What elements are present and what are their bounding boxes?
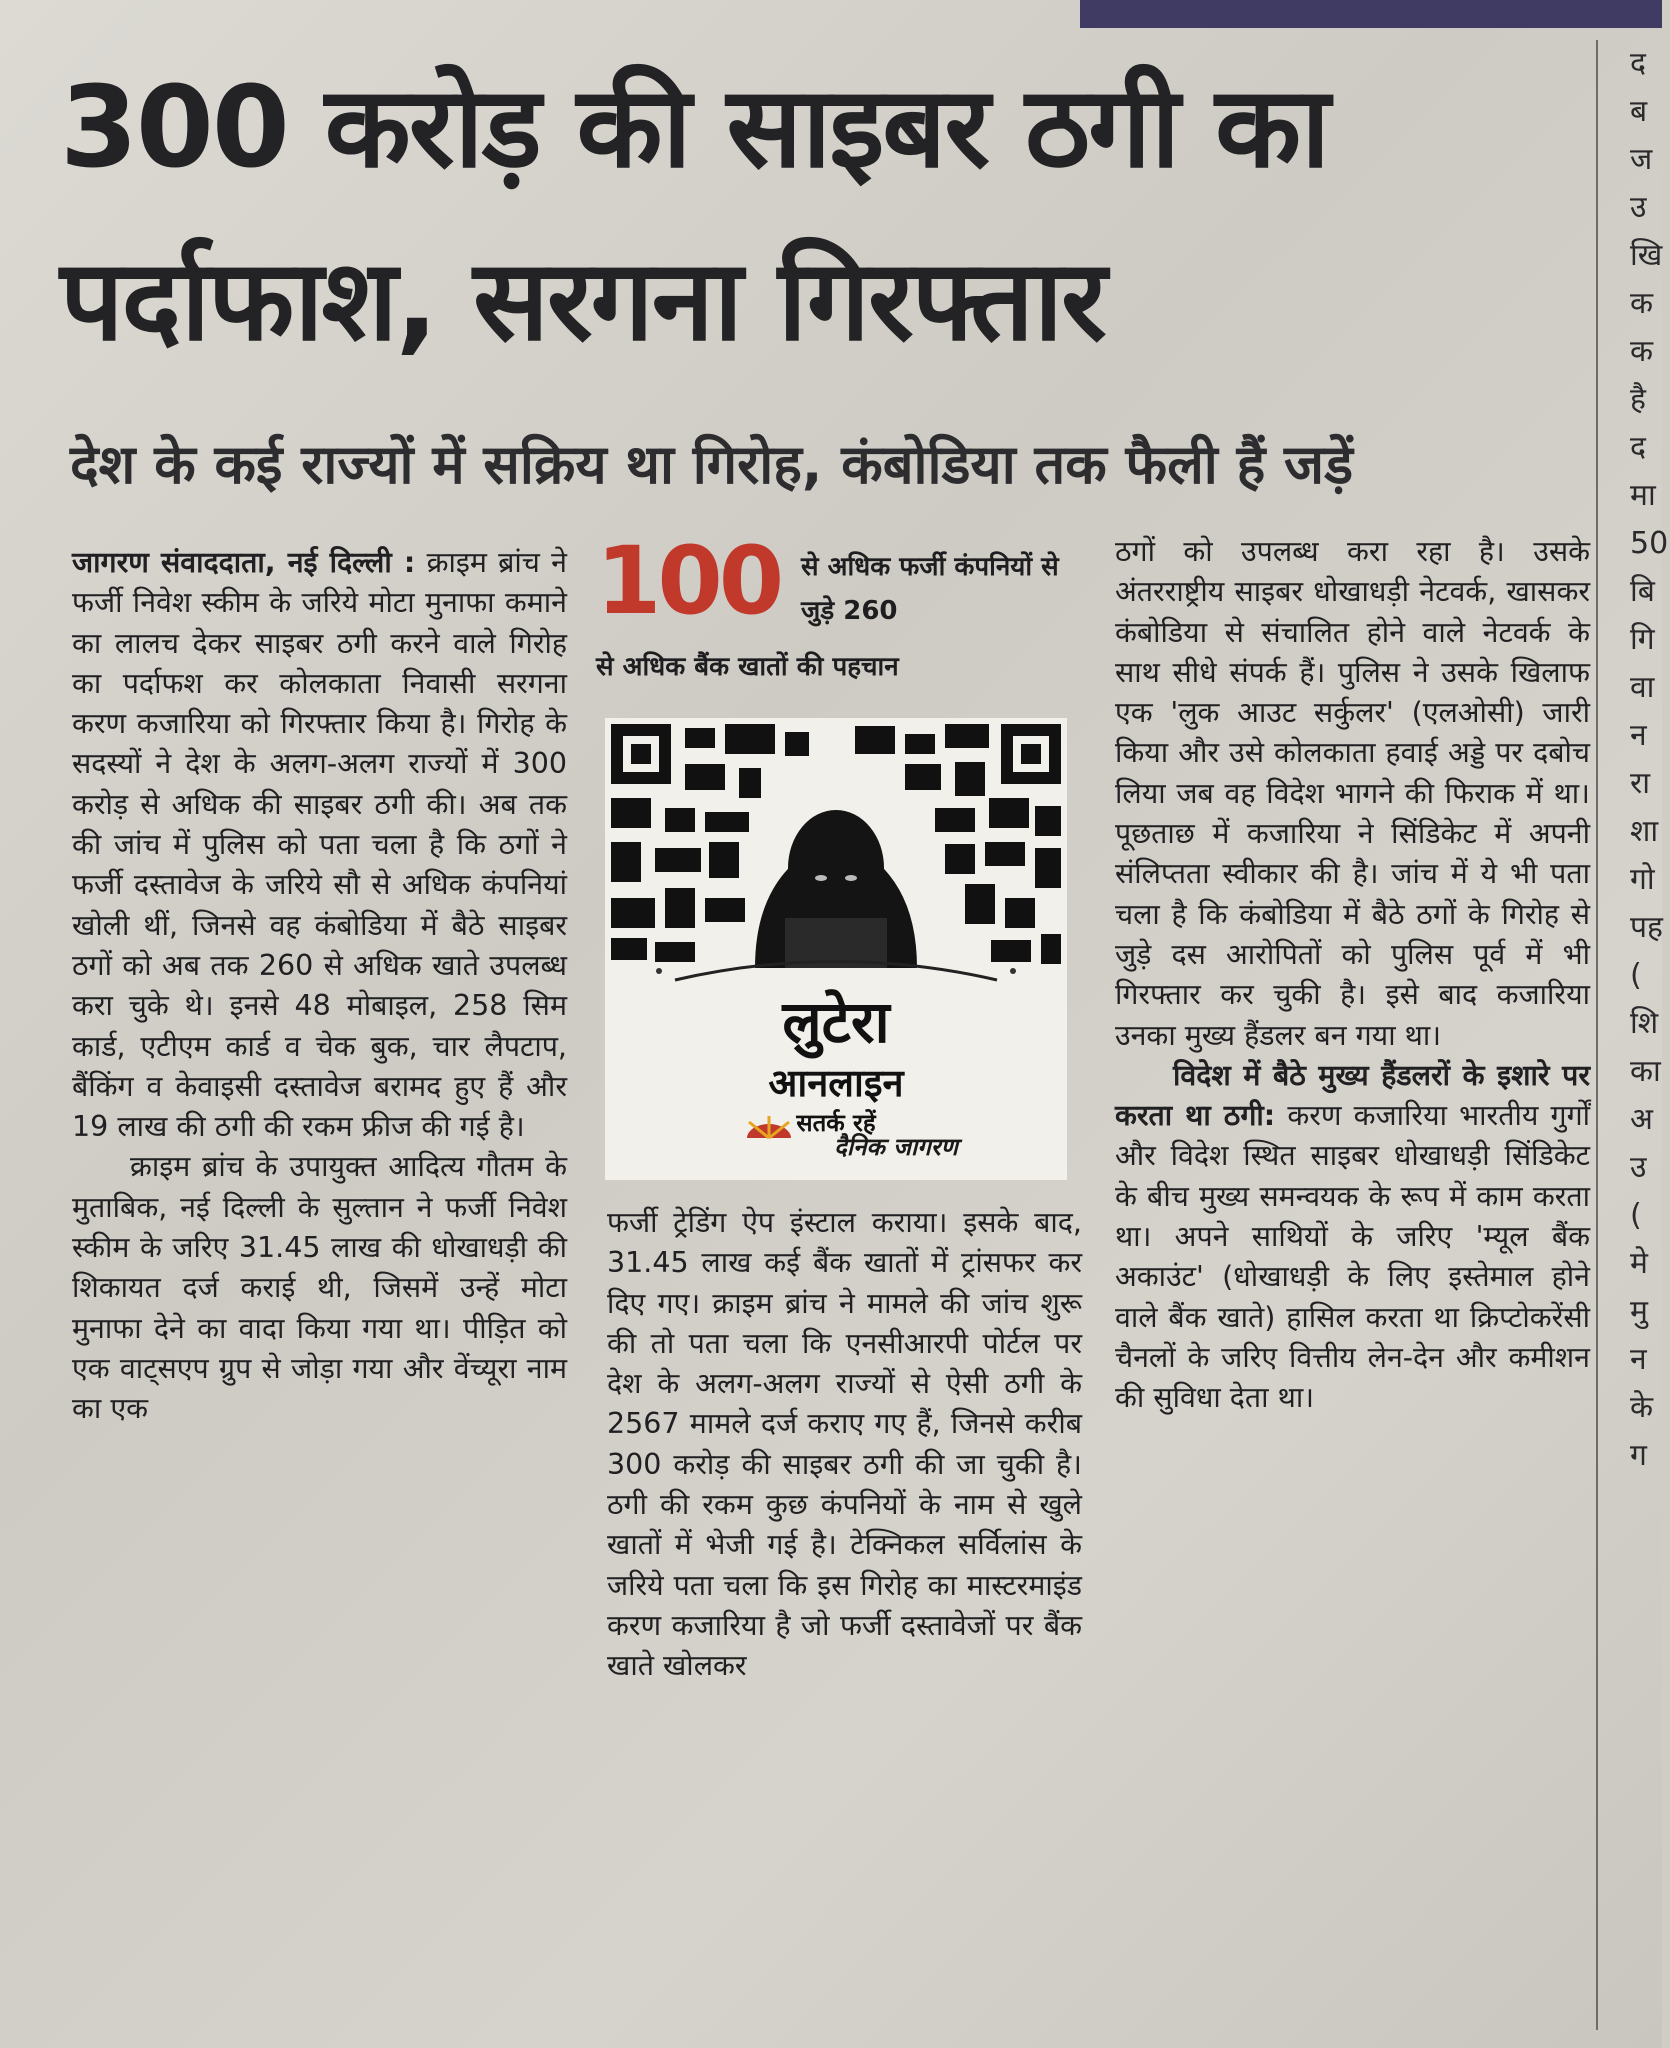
adjacent-column-fragment: द (1630, 430, 1646, 465)
adjacent-column-fragment: गो (1630, 862, 1655, 897)
article-text: क्राइम ब्रांच ने फर्जी निवेश स्कीम के जरिये मोटा मुनाफा कमाने का लालच देकर साइबर ठगी करने वाले गिरोह का पर्दाफश कर कोलकाता निवासी सरगना करण कजारिया को गिरफ्तार किया है। गिरोह के सदस्यों ने देश के अलग-अलग राज्यों में 300 करोड़ से अधिक की साइबर ठगी की। अब तक की जांच में पुलिस को पता चला है कि ठगों ने फर्जी दस्तावेज के जरिये सौ से अधिक कंपनियां खोली थीं, जिनसे वह कंबोडिया में बैठे साइबर ठगों को अब तक 260 से अधिक खाते उपलब्ध करा चुके थे। इनसे 48 मोबाइल, 258 सिम कार्ड, एटीएम कार्ड व चेक बुक, चार लैपटाप, बैंकिंग व केवाइसी दस्तावेज बरामद हुए हैं और 19 लाख की ठगी की रकम फ्रीज की गई है। (72, 546, 567, 1144)
adjacent-column-fragment: शा (1630, 814, 1659, 849)
adjacent-column-fragment: ग (1630, 1438, 1647, 1473)
column-3-text: करण कजारिया भारतीय गुर्गों और विदेश स्थित साइबर धोखाधड़ी सिंडिकेट के बीच मुख्य समन्वयक के रूप में काम करता था। अपने साथियों के जरिए 'म्यूल बैंक अकाउंट' (धोखाधड़ी के लिए इस्तेमाल होने वाले बैंक खाते) हासिल करता था क्रिप्टोकरेंसी चैनलों के जरिए वित्तीय लेन-देन और कमीशन की सुविधा देता था। (1115, 1099, 1590, 1415)
column-1-paragraph-1 (72, 543, 567, 1147)
adjacent-column-fragment: उ (1630, 1150, 1647, 1185)
adjacent-column-fragment: क (1630, 286, 1654, 321)
adjacent-column-fragment: ज (1630, 142, 1653, 177)
column-rule-right (1596, 40, 1598, 2030)
adjacent-column-fragment: पह (1630, 910, 1663, 945)
adjacent-column-fragment: द (1630, 46, 1646, 81)
logo-brand: दैनिक जागरण (834, 1133, 958, 1161)
adjacent-column-fragment: वा (1630, 670, 1655, 705)
adjacent-column-fragment: ( (1630, 958, 1642, 993)
top-color-band (1080, 0, 1662, 28)
column-3-paragraph-1: ठगों को उपलब्ध करा रहा है। उसके अंतरराष्ट्रीय साइबर धोखाधड़ी नेटवर्क, खासकर कंबोडिया से संचालित होने वाले नेटवर्क के साथ सीधे संपर्क हैं। पुलिस ने उसके खिलाफ एक 'लुक आउट सर्कुलर' (एलओसी) जारी किया और उसे कोलकाता हवाई अड्डे पर दबोच लिया जब वह विदेश भागने की फिराक में था। पूछताछ में कजारिया ने सिंडिकेट में अपनी संलिप्तता स्वीकार की है। जांच में ये भी पता चला है कि कंबोडिया में बैठे ठगों के गिरोह से जुड़े दस आरोपितों को पुलिस पूर्व में भी गिरफ्तार कर चुकी है। इसे बाद कजारिया उनका मुख्य हैंडलर बन गया था। (1115, 535, 1590, 1052)
adjacent-column-fragment: रा (1630, 766, 1651, 801)
adjacent-column-fragment: ब (1630, 94, 1648, 129)
adjacent-column-fragments (1630, 40, 1670, 1480)
column-3-paragraph-2 (1115, 1056, 1590, 1419)
column-2-paragraph-1: फर्जी ट्रेडिंग ऐप इंस्टाल कराया। इसके बाद, 31.45 लाख कई बैंक खातों में ट्रांसफर कर दिए गए। क्राइम ब्रांच ने मामले की जांच शुरू की तो पता चला कि एनसीआरपी पोर्टल पर देश के अलग-अलग राज्यों से ऐसी ठगी के 2567 मामले दर्ज कराए गए हैं, जिनसे करीब 300 करोड़ की साइबर ठगी की जा चुकी है। ठगी की रकम कुछ कंपनियों के नाम से खुले खातों में भेजी गई है। टेक्निकल सर्विलांस के जरिये पता चला कि इस गिरोह का मास्टरमाइंड करण कजारिया है जो फर्जी दस्तावेजों पर बैंक खाते खोलकर (607, 1206, 1082, 1683)
adjacent-column-fragment: मा (1630, 478, 1656, 513)
headline-line-2: पर्दाफाश, सरगना गिरफ्तार (60, 236, 1105, 366)
adjacent-column-fragment: गि (1630, 622, 1655, 657)
adjacent-column-fragment: बि (1630, 574, 1655, 609)
column-1-paragraph-2: क्राइम ब्रांच के उपायुक्त आदित्य गौतम के मुताबिक, नई दिल्ली के सुल्तान ने फर्जी निवेश स्कीम के जरिए 31.45 लाख की धोखाधड़ी की शिकायत दर्ज कराई थी, जिसमें उन्हें मोटा मुनाफा देने का वादा किया गया था। पीड़ित को एक वाट्सएप ग्रुप से जोड़ा गया और वेंच्यूरा नाम का एक (72, 1150, 567, 1426)
adjacent-column-fragment: खि (1630, 238, 1663, 273)
adjacent-column-fragment: 50 (1630, 526, 1669, 561)
byline: जागरण संवाददाता, नई दिल्ली : (72, 546, 416, 579)
adjacent-column-fragment: मु (1630, 1294, 1648, 1329)
adjacent-column-fragment: का (1630, 1054, 1661, 1089)
subheadline: देश के कई राज्यों में सक्रिय था गिरोह, कंबोडिया तक फैली हैं जड़ें (70, 433, 1354, 496)
column-3-subhead: विदेश में बैठे मुख्य हैंडलरों के इशारे पर करता था ठगी: (1115, 1058, 1590, 1133)
logo-title: लुटेरा (782, 988, 890, 1056)
adjacent-column-fragment: ( (1630, 1198, 1642, 1233)
adjacent-column-fragment: शि (1630, 1006, 1659, 1041)
adjacent-column-fragment: उ (1630, 190, 1647, 225)
adjacent-column-fragment: अ (1630, 1102, 1653, 1137)
logo-tagline: सतर्क रहें (796, 1109, 876, 1137)
adjacent-column-fragment: क (1630, 334, 1654, 369)
headline-line-1: 300 करोड़ की साइबर ठगी का (60, 63, 1329, 193)
factbox-text-line-3: से अधिक बैंक खातों की पहचान (596, 652, 899, 682)
adjacent-column-fragment: न (1630, 1342, 1647, 1377)
adjacent-column-fragment: है (1630, 382, 1646, 417)
luteraa-online-logo (605, 718, 1067, 1180)
factbox-number: 100 (596, 527, 781, 636)
factbox-text: से अधिक फर्जी कंपनियों से जुड़े 260 (801, 552, 1059, 626)
logo-subtitle: आनलाइन (768, 1061, 904, 1105)
adjacent-column-fragment: मे (1630, 1246, 1648, 1281)
adjacent-column-fragment: न (1630, 718, 1647, 753)
article-column-2 (607, 1203, 1082, 1687)
article-column-3 (1115, 532, 1590, 1419)
article-column-1 (72, 543, 567, 1430)
adjacent-column-fragment: के (1630, 1390, 1654, 1425)
